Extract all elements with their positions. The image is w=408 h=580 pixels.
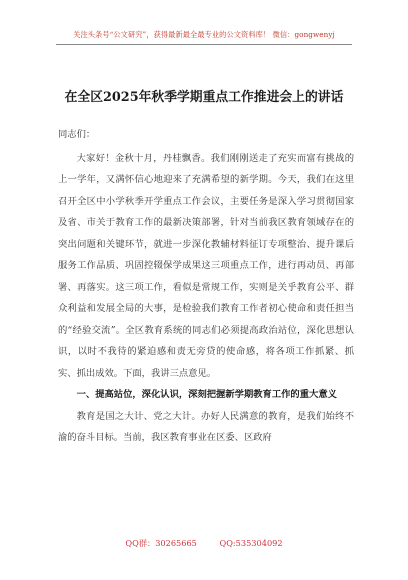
document-body: [58, 124, 354, 449]
header-divider: [56, 44, 352, 45]
section-heading: 一、提高站位，深化认识，深刻把握新学期教育工作的重大意义: [76, 389, 337, 400]
salutation: 同志们：: [58, 129, 96, 140]
footer-contact: [0, 538, 408, 549]
qq-group-text: QQ群：30265665: [125, 538, 197, 548]
document-title: 在全区2025年秋季学期重点工作推进会上的讲话: [64, 90, 344, 105]
body-paragraph: 大家好！金秋十月，丹桂飘香。我们刚刚送走了充实而富有挑战的上一学年，又满怀信心地迎来了充满希望的新学期。今天，我们在这里召开全区中小学秋季开学重点工作会议，主要任务是深入学习贯彻国家及省、市关于教育工作的最新决策部署，针对当前我区教育领域存在的突出问题和关键环节，就进一步深化教辅材料征订专项整治、提升课后服务工作品质、巩固控辍保学成果这三项重点工作，进行再动员、再部署、再落实。这三项工作，看似是常规工作，实则是关乎教育公平、群众利益和发展全局的大事，是检验我们教育工作者初心使命和责任担当的“经验交流”。全区教育系统的同志们必须提高政治站位，深化思想认识，以时不我待的紧迫感和责无旁贷的使命感，将各项工作抓紧、抓实、抓出成效。下面，我讲三点意见。: [58, 152, 354, 379]
section-paragraph: 教育是国之大计、党之大计。办好人民满意的教育，是我们始终不渝的奋斗目标。当前，我区教育事业在区委、区政府: [58, 410, 354, 443]
qq-text: QQ:535304092: [219, 538, 283, 548]
header-note: 关注头条号“公文研究”，获得最新最全最专业的公文资料库！ 微信：gongwenyj: [73, 30, 335, 39]
